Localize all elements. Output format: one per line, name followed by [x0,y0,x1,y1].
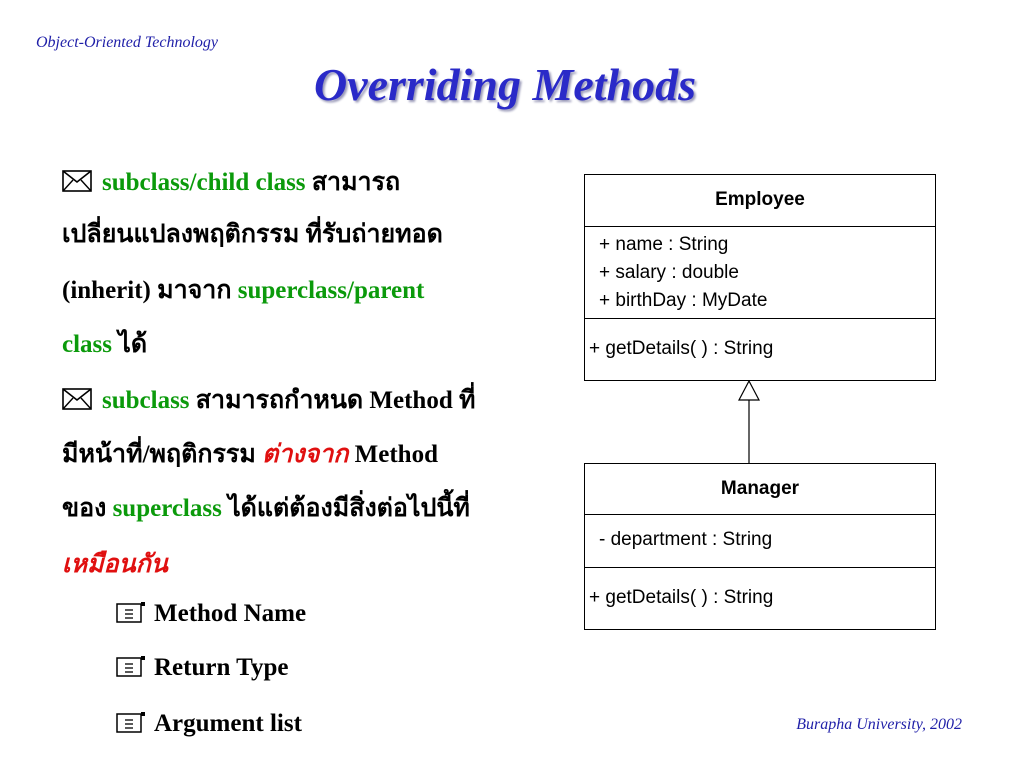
keyboard-icon [116,654,146,678]
uml-class-employee [584,174,936,381]
uml-class-name: Employee [585,175,935,227]
envelope-icon [62,388,92,410]
bullet-1-line-4: class ได้ [62,331,148,358]
keyboard-icon [116,600,146,624]
uml-class-manager [584,463,936,630]
bullet-2-line-4: เหมือนกัน [62,551,168,578]
bullet-2-line-1: subclass สามารถกำหนด Method ที่ [62,380,475,420]
bullet-2-line-2: มีหน้าที่/พฤติกรรม ต่างจาก Method [62,441,438,468]
institution-footer: Burapha University, 2002 [796,716,962,733]
uml-operation: + getDetails( ) : String [589,338,774,359]
bullet-1-line-1: subclass/child class สามารถ [62,162,400,202]
uml-attribute: + name : String [599,234,729,255]
course-header: Object-Oriented Technology [36,34,219,51]
uml-attribute: - department : String [585,515,935,568]
bullet-1-line-3: (inherit) มาจาก superclass/parent [62,277,425,304]
slide-title: Overriding Methods [313,59,697,110]
keyboard-icon [116,710,146,734]
uml-class-name: Manager [585,464,935,515]
uml-attributes [585,227,935,319]
sub-item-return-type: Return Type [116,654,289,682]
uml-attribute: + birthDay : MyDate [599,290,768,311]
bullet-1-line-2: เปลี่ยนแปลงพฤติกรรม ที่รับถ่ายทอด [62,221,443,248]
inheritance-arrow [720,380,780,466]
sub-item-argument-list: Argument list [116,710,302,738]
sub-item-method-name: Method Name [116,600,306,628]
envelope-icon [62,170,92,192]
bullet-2-line-3: ของ superclass ได้แต่ต้องมีสิ่งต่อไปนี้ที่ [62,495,470,522]
uml-attribute: + salary : double [599,262,739,283]
uml-operation: + getDetails( ) : String [589,587,774,608]
